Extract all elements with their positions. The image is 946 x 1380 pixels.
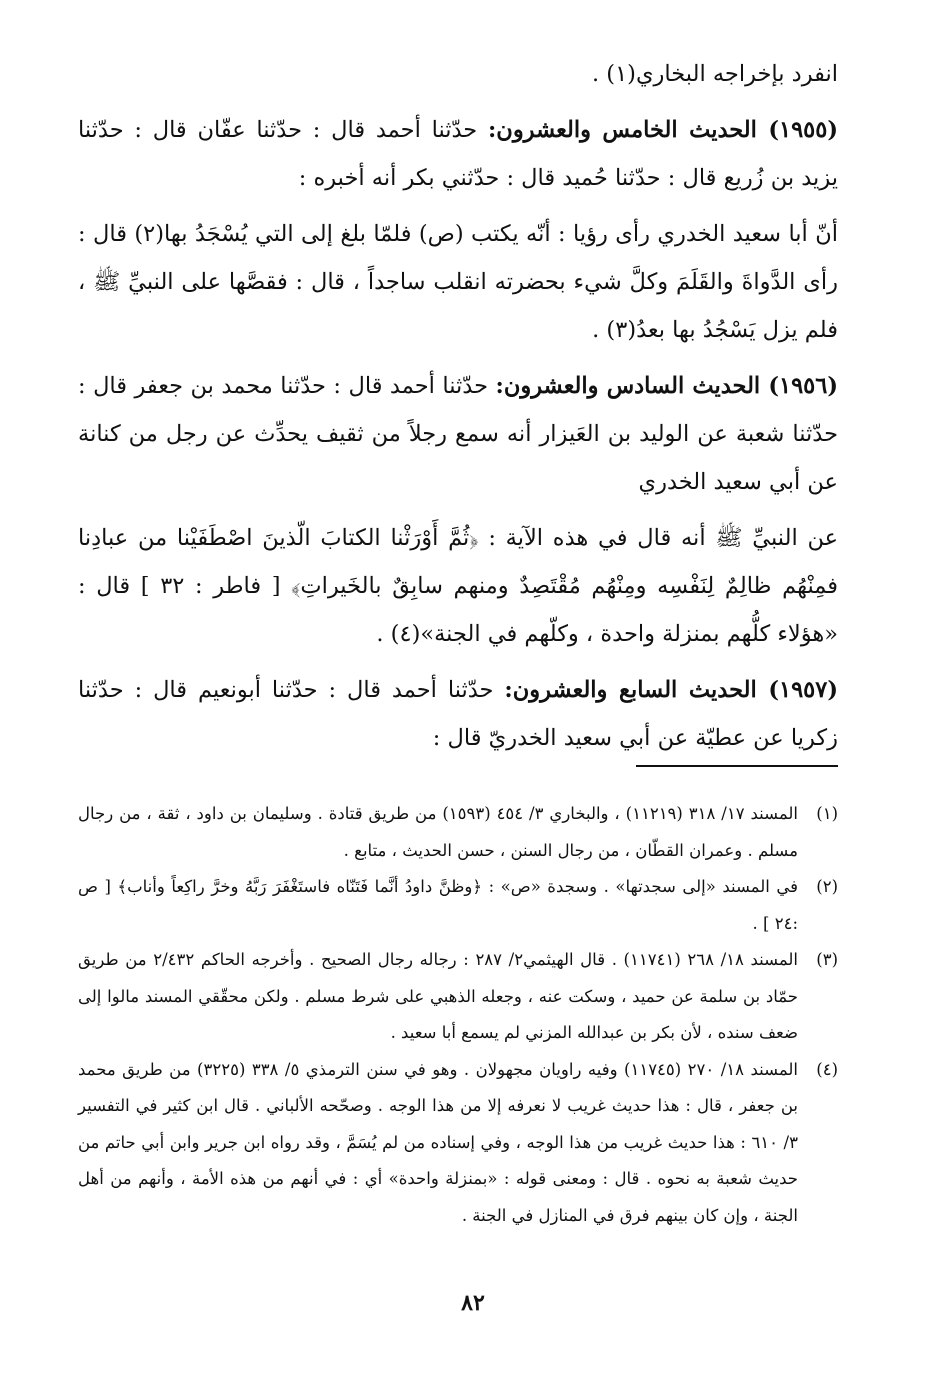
footnote-3 <box>78 942 838 1052</box>
hadith-1955-heading: (١٩٥٥) الحديث الخامس والعشرون: <box>487 117 838 143</box>
hadith-1955-matn: أنّ أبا سعيد الخدري رأى رؤيا : أنّه يكتب (ص) فلمّا بلغ إلى التي يُسْجَدُ بها(٢) قال : رأى الدَّواةَ والقَلَمَ وكلَّ شيء بحضرته انقلب ساجداً ، قال : فقصَّها على النبيِّ ﷺ ، فلم يزل يَسْجُدُ بها بعدُ(٣) . <box>78 221 838 343</box>
intro-line: انفرد بإخراجه البخاري(١) . <box>591 61 838 87</box>
hadith-1957 <box>78 666 838 762</box>
footnote-text: المسند ١٧/ ٣١٨ (١١٢١٩) ، والبخاري ٣/ ٤٥٤ (١٥٩٣) من طريق قتادة . وسليمان بن داود ، ثقة ، من رجال مسلم . وعمران القطّان ، من رجال السنن ، حسن الحديث ، متابع . <box>78 804 798 860</box>
footnote-number: (٢) <box>816 877 838 896</box>
footnote-1 <box>78 796 838 869</box>
footnote-text: في المسند «إلى سجدتها» . وسجدة «ص» : ﴿وظنَّ داودُ أنَّما فَتَنّاه فاستَغْفَرَ رَبَّهُ وخرَّ راكِعاً وأناب﴾ [ ص :٢٤ ] . <box>78 877 798 933</box>
footnote-text: المسند ١٨/ ٢٧٠ (١١٧٤٥) وفيه راويان مجهولان . وهو في سنن الترمذي ٥/ ٣٣٨ (٣٢٢٥) من طريق محمد بن جعفر ، قال : هذا حديث غريب لا نعرفه إلا من هذا الوجه . وصحّحه الألباني . قال ابن كثير في التفسير ٣/ ٦١٠ : هذا حديث غريب من هذا الوجه ، وفي إسناده من لم يُسَمَّ ، وقد رواه ابن جرير وابن أبي حاتم من حديث شعبة به نحوه . قال : ومعنى قوله : «بمنزلة واحدة» أي : في أنهم من هذه الأمة ، وأنهم من أهل الجنة ، وإن كان بينهم فرق في المنازل في الجنة . <box>78 1059 798 1225</box>
hadith-1955-isnad: حدّثنا أحمد قال : حدّثنا عفّان قال : حدّثنا يزيد بن زُريع قال : حدّثنا حُميد قال : حدّثني بكر أنه أخبره : <box>78 117 838 191</box>
hadith-1955 <box>78 106 838 202</box>
page-number: ٨٢ <box>461 1290 485 1316</box>
footnote-text: المسند ١٨/ ٢٦٨ (١١٧٤١) . قال الهيثمي٢/ ٢٨٧ : رجاله رجال الصحيح . وأخرجه الحاكم ٢/٤٣٢ من طريق حمّاد بن سلمة عن حميد ، وسكت عنه ، وجعله الذهبي على شرط مسلم . ولكن محقّقي المسند مالوا إلى ضعف سنده ، لأن بكر بن عبدالله المزني لم يسمع أبا سعيد . <box>78 950 799 1042</box>
footnote-divider <box>636 765 838 767</box>
hadith-1957-isnad: حدّثنا أحمد قال : حدّثنا أبونعيم قال : حدّثنا زكريا عن عطيّة عن أبي سعيد الخدريّ قال : <box>78 677 838 751</box>
hadith-1956 <box>78 362 838 506</box>
footnote-2 <box>78 869 838 942</box>
footnotes <box>78 796 838 1234</box>
footnote-number: (١) <box>816 804 838 823</box>
footnote-4 <box>78 1052 838 1235</box>
footnote-number: (٤) <box>816 1059 838 1079</box>
hadith-1956-heading: (١٩٥٦) الحديث السادس والعشرون: <box>495 373 838 399</box>
hadith-1957-heading: (١٩٥٧) الحديث السابع والعشرون: <box>504 677 838 703</box>
footnote-number: (٣) <box>816 950 838 969</box>
main-text <box>78 50 838 770</box>
hadith-1956-matn: عن النبيِّ ﷺ أنه قال في هذه الآية : ﴿ثُمَّ أَوْرَثْنا الكتابَ الّذينَ اصْطَفَيْنا من عبادِنا فمِنْهُم ظالِمٌ لِنَفْسِه ومِنْهُم مُقْتَصِدٌ ومنهم سابِقٌ بالخَيراتِ﴾ [ فاطر : ٣٢ ] قال : «هؤلاء كلُّهم بمنزلة واحدة ، وكلّهم في الجنة»(٤) . <box>78 525 838 647</box>
hadith-1956-isnad: حدّثنا أحمد قال : حدّثنا محمد بن جعفر قال : حدّثنا شعبة عن الوليد بن العَيزار أنه سمع رجلاً من ثقيف يحدِّث عن رجل من كنانة عن أبي سعيد الخدري <box>78 373 838 495</box>
